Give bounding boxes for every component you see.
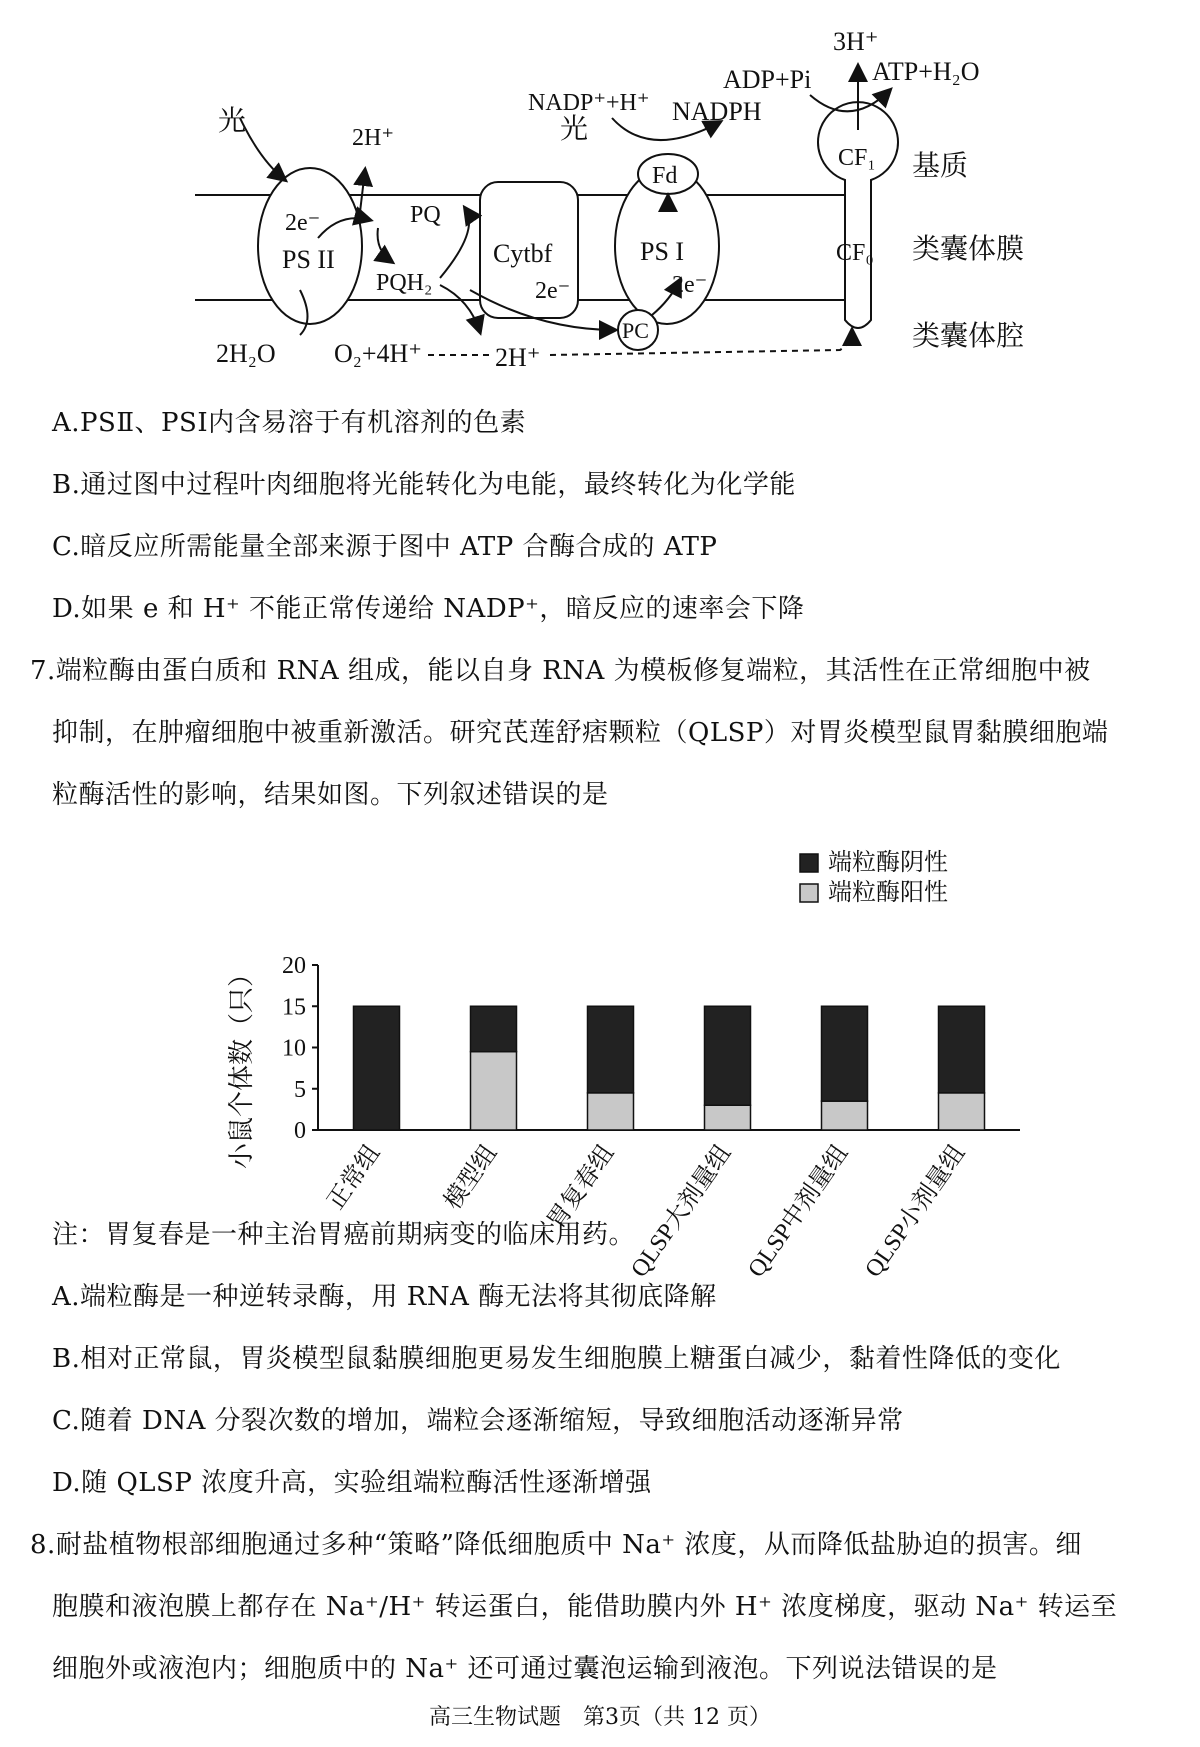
proton-2h-top: 2H⁺ — [352, 125, 394, 151]
psii-label: PS II — [282, 245, 335, 274]
chart-legend — [800, 849, 948, 906]
q7-option-d: D.随 QLSP 浓度升高，实验组端粒酶活性逐渐增强 — [52, 1468, 652, 1498]
q7-option-a: A.端粒酶是一种逆转录酶，用 RNA 酶无法将其彻底降解 — [52, 1282, 717, 1312]
o2-4h-label: O₂+4H⁺ — [334, 339, 423, 368]
nadp-h-label: NADP⁺+H⁺ — [528, 90, 650, 116]
q6-option-c: C.暗反应所需能量全部来源于图中 ATP 合酶合成的 ATP — [52, 532, 718, 562]
water-label: 2H₂O — [216, 339, 276, 368]
psi-electron-label: 2e⁻ — [672, 272, 708, 298]
bar-segment — [705, 1105, 751, 1130]
cytbf-label: Cytbf — [493, 239, 553, 268]
bar-segment — [822, 1006, 868, 1101]
chart-categories — [322, 1140, 970, 1282]
cf1-label: CF₁ — [838, 145, 876, 171]
lumen-label: 类囊体腔 — [912, 321, 1025, 352]
q6-option-d: D.如果 e 和 H⁺ 不能正常传递给 NADP⁺，暗反应的速率会下降 — [52, 594, 805, 624]
bar-segment — [705, 1006, 751, 1105]
photosynthesis-diagram — [0, 0, 1200, 370]
q8-stem-line-1: 8.耐盐植物根部细胞通过多种“策略”降低细胞质中 Na⁺ 浓度，从而降低盐胁迫的损害。细 — [30, 1530, 1082, 1560]
category-label: QLSP中剂量组 — [743, 1140, 854, 1283]
q6-option-b: B.通过图中过程叶肉细胞将光能转化为电能，最终转化为化学能 — [52, 470, 796, 500]
bar-segment — [588, 1006, 634, 1093]
membrane-label: 类囊体膜 — [912, 234, 1025, 265]
page-footer: 高三生物试题 第3页（共 12 页） — [429, 1705, 771, 1730]
category-label: 胃复春组 — [543, 1140, 620, 1235]
psi-label: PS I — [640, 237, 685, 266]
bar-segment — [939, 1006, 985, 1093]
proton-2h-bottom: 2H⁺ — [495, 343, 541, 372]
psii-electron-label: 2e⁻ — [285, 210, 321, 236]
q7-option-c: C.随着 DNA 分裂次数的增加，端粒会逐渐缩短，导致细胞活动逐渐异常 — [52, 1406, 904, 1436]
atp-synthase — [818, 102, 898, 328]
bar-segment — [939, 1093, 985, 1130]
bar-segment — [822, 1101, 868, 1130]
legend-label: 端粒酶阴性 — [828, 850, 948, 876]
q7-option-b: B.相对正常鼠，胃炎模型鼠黏膜细胞更易发生细胞膜上糖蛋白减少，黏着性降低的变化 — [52, 1344, 1061, 1374]
y-tick-label: 20 — [282, 953, 306, 979]
y-tick-label: 10 — [282, 1035, 306, 1062]
bar-segment — [588, 1093, 634, 1130]
legend-swatch — [800, 884, 818, 902]
stroma-label: 基质 — [912, 151, 969, 182]
bar-segment — [471, 1006, 517, 1051]
proton-3h: 3H⁺ — [833, 27, 879, 56]
pc-label: PC — [622, 318, 649, 343]
q6-option-a: A.PSⅡ、PSⅠ内含易溶于有机溶剂的色素 — [52, 408, 527, 438]
nadph-label: NADPH — [672, 97, 762, 126]
q8-stem-line-3: 细胞外或液泡内；细胞质中的 Na⁺ 还可通过囊泡运输到液泡。下列说法错误的是 — [52, 1654, 998, 1684]
light-label-2: 光 — [560, 114, 589, 145]
y-tick-label: 5 — [294, 1076, 306, 1103]
q8-stem-line-2: 胞膜和液泡膜上都存在 Na⁺/H⁺ 转运蛋白，能借助膜内外 H⁺ 浓度梯度，驱动 Na⁺ 转运至 — [52, 1592, 1118, 1622]
fd-label: Fd — [652, 163, 678, 189]
light-label-1: 光 — [218, 106, 247, 137]
atp-h2o-label: ATP+H₂O — [872, 57, 980, 86]
cf0-label: CF₀ — [836, 240, 874, 266]
q7-stem-line-2: 抑制，在肿瘤细胞中被重新激活。研究芪莲舒痞颗粒（QLSP）对胃炎模型鼠胃黏膜细胞端 — [52, 718, 1109, 748]
pq-label: PQ — [410, 202, 441, 228]
chart-ticks — [282, 953, 318, 1144]
pqh2-label: PQH₂ — [376, 270, 433, 296]
cytbf-electron-label: 2e⁻ — [535, 278, 571, 304]
q7-note: 注：胃复春是一种主治胃癌前期病变的临床用药。 — [52, 1220, 636, 1250]
bar-segment — [471, 1052, 517, 1130]
category-label: 正常组 — [322, 1140, 386, 1215]
legend-swatch — [800, 854, 818, 872]
chart-bars — [354, 1006, 985, 1130]
bar-segment — [354, 1006, 400, 1130]
q7-stem-line-3: 粒酶活性的影响，结果如图。下列叙述错误的是 — [52, 780, 609, 810]
adp-pi-label: ADP+Pi — [723, 65, 812, 94]
category-label: 模型组 — [439, 1140, 503, 1215]
y-tick-label: 15 — [282, 994, 306, 1021]
category-label: QLSP小剂量组 — [860, 1140, 971, 1283]
category-label: QLSP大剂量组 — [626, 1140, 737, 1283]
chart-axes — [318, 965, 1020, 1130]
legend-label: 端粒酶阳性 — [828, 880, 948, 906]
q7-stem-line-1: 7.端粒酶由蛋白质和 RNA 组成，能以自身 RNA 为模板修复端粒，其活性在正常细胞中被 — [30, 656, 1091, 686]
y-tick-label: 0 — [294, 1118, 306, 1144]
chart-ylabel: 小鼠个体数（只） — [227, 960, 256, 1170]
